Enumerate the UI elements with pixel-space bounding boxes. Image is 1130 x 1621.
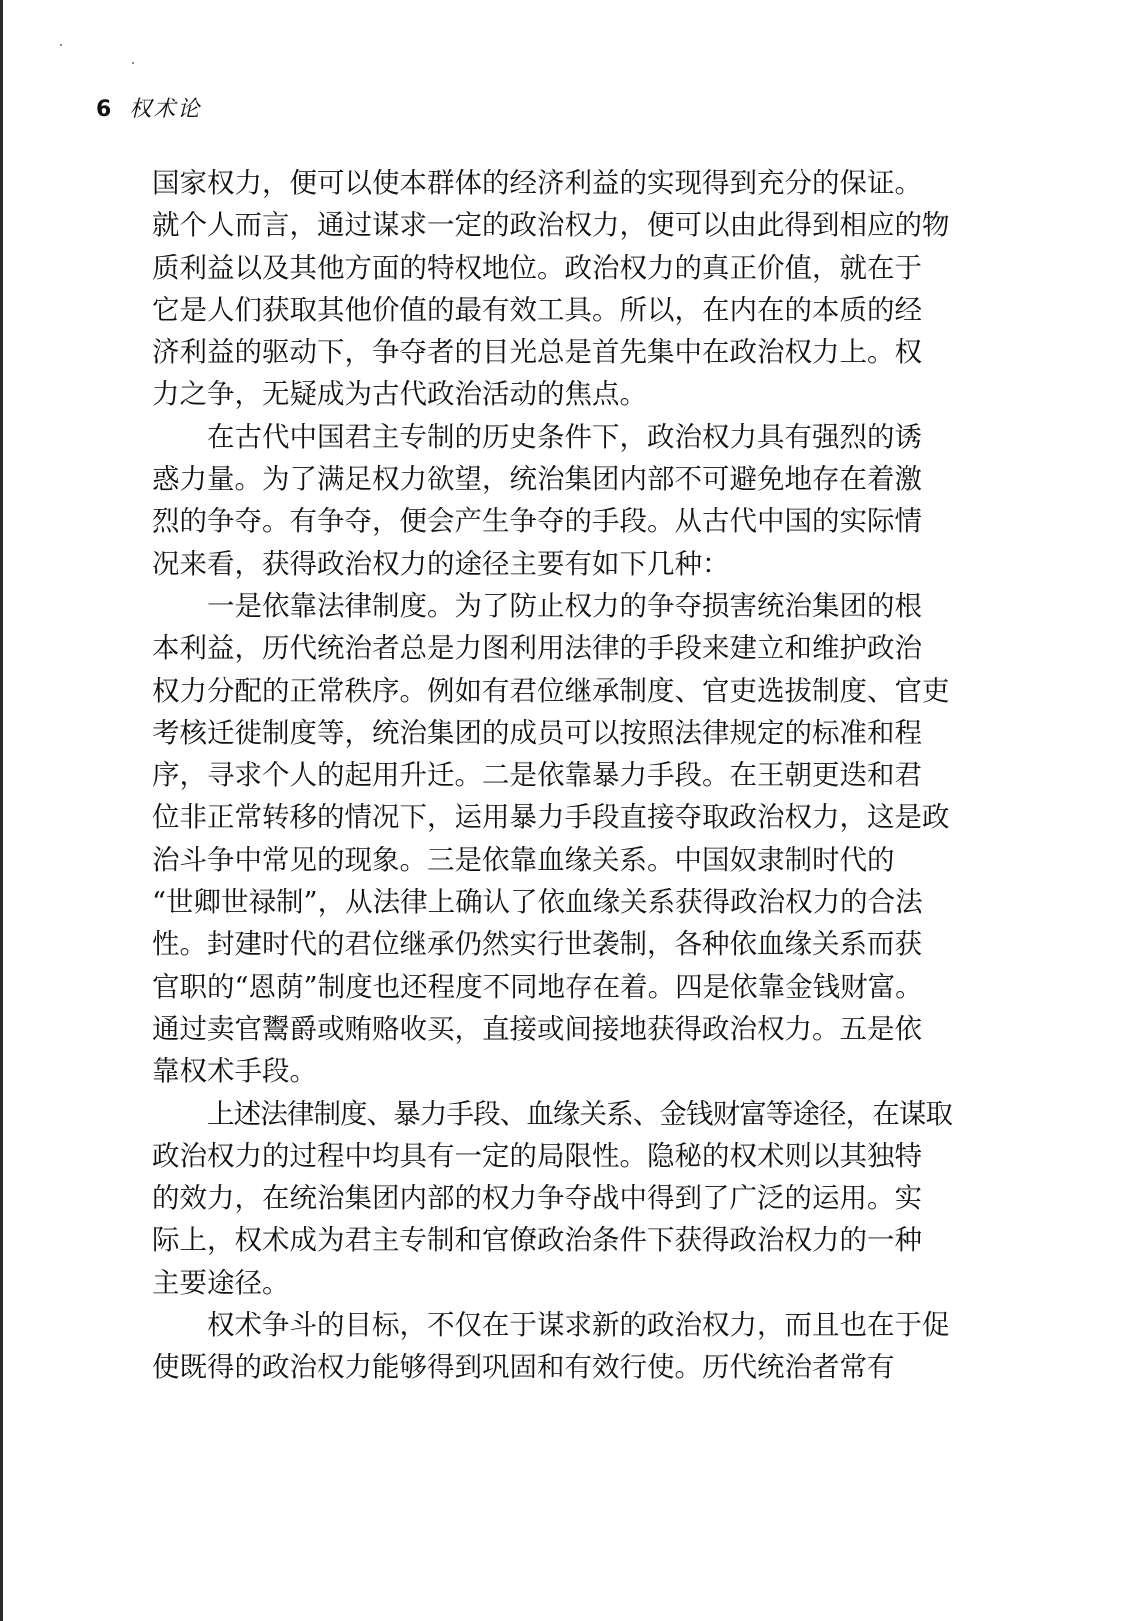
text-line: 的效力，在统治集团内部的权力争夺战中得到了广泛的运用。实 [152,1182,922,1215]
text-line: 一是依靠法律制度。为了防止权力的争夺损害统治集团的根 [207,589,922,622]
text-line: 本利益，历代统治者总是力图利用法律的手段来建立和维护政治 [152,632,922,665]
scan-speck [132,62,134,64]
text-line: 使既得的政治权力能够得到巩固和有效行使。历代统治者常有 [152,1351,895,1384]
text-line: 权力分配的正常秩序。例如有君位继承制度、官吏选拔制度、官吏 [152,674,950,707]
text-line: 主要途径。 [152,1266,290,1299]
scan-edge-shadow [0,0,3,1621]
text-line: 惑力量。为了满足权力欲望，统治集团内部不可避免地存在着激 [152,463,922,496]
text-line: 际上，权术成为君主专制和官僚政治条件下获得政治权力的一种 [152,1224,922,1257]
text-line: 位非正常转移的情况下，运用暴力手段直接夺取政治权力，这是政 [152,801,950,834]
text-line: 就个人而言，通过谋求一定的政治权力，便可以由此得到相应的物 [152,209,950,242]
text-line: 济利益的驱动下，争夺者的目光总是首先集中在政治权力上。权 [152,336,922,369]
body-text [152,162,952,1389]
text-line: 靠权术手段。 [152,1055,317,1088]
text-line: 权术争斗的目标，不仅在于谋求新的政治权力，而且也在于促 [207,1309,950,1342]
text-line: 它是人们获取其他价值的最有效工具。所以，在内在的本质的经 [152,293,922,326]
text-line: 国家权力，便可以使本群体的经济利益的实现得到充分的保证。 [152,167,922,199]
scan-speck [60,44,62,46]
text-line: 上述法律制度、暴力手段、血缘关系、金钱财富等途径，在谋取 [207,1097,952,1130]
text-line: 通过卖官鬻爵或贿赂收买，直接或间接地获得政治权力。五是依 [152,1012,922,1045]
text-line: 治斗争中常见的现象。三是依靠血缘关系。中国奴隶制时代的 [152,843,895,876]
text-line: 烈的争夺。有争夺，便会产生争夺的手段。从古代中国的实际情 [152,505,922,538]
text-line: 性。封建时代的君位继承仍然实行世袭制，各种依血缘关系而获 [152,928,922,961]
page-header [96,92,201,128]
text-line: 在古代中国君主专制的历史条件下，政治权力具有强烈的诱 [207,420,922,453]
text-line: 考核迁徙制度等，统治集团的成员可以按照法律规定的标准和程 [152,716,922,749]
text-line: 况来看，获得政治权力的途径主要有如下几种： [152,547,730,580]
text-line: 政治权力的过程中均具有一定的局限性。隐秘的权术则以其独特 [152,1139,922,1172]
text-line: 官职的“恩荫”制度也还程度不同地存在着。四是依靠金钱财富。 [152,970,923,1003]
text-line: “世卿世禄制”，从法律上确认了依血缘关系获得政治权力的合法 [152,886,923,919]
text-line: 质利益以及其他方面的特权地位。政治权力的真正价值，就在于 [152,251,922,284]
running-title: 权术论 [129,97,202,122]
page-number: 6 [96,97,112,122]
text-line: 力之争，无疑成为古代政治活动的焦点。 [152,378,647,411]
text-line: 序，寻求个人的起用升迁。二是依靠暴力手段。在王朝更迭和君 [152,759,922,792]
